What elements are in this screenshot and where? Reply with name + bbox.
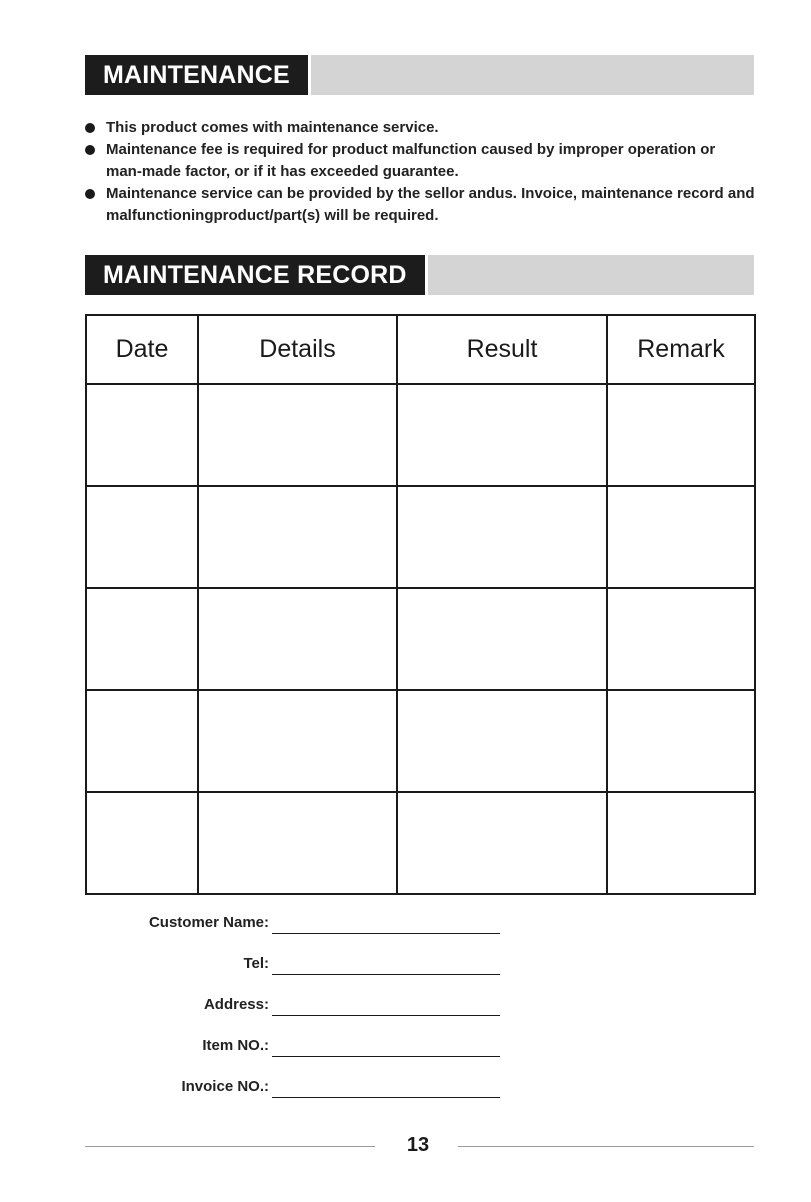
table-row xyxy=(86,588,755,690)
table-row xyxy=(86,486,755,588)
address-label: Address: xyxy=(203,996,269,1013)
invoice-no-field[interactable] xyxy=(272,1097,500,1098)
table-cell[interactable] xyxy=(607,486,755,588)
table-cell[interactable] xyxy=(198,690,397,792)
column-header-details: Details xyxy=(198,315,397,384)
table-row xyxy=(86,792,755,894)
invoice-no-label: Invoice NO.: xyxy=(181,1078,269,1095)
table-cell[interactable] xyxy=(86,588,198,690)
item-no-field[interactable] xyxy=(272,1056,500,1057)
address-field[interactable] xyxy=(272,1015,500,1016)
item-no-row xyxy=(85,1033,585,1059)
maintenance-record-title: MAINTENANCE RECORD xyxy=(85,255,428,295)
table-cell[interactable] xyxy=(607,690,755,792)
bullet-dot-icon xyxy=(85,189,95,199)
item-no-label: Item NO.: xyxy=(202,1037,269,1054)
bullet-item xyxy=(85,183,755,227)
invoice-no-row xyxy=(85,1074,585,1100)
column-header-date: Date xyxy=(86,315,198,384)
maintenance-title: MAINTENANCE xyxy=(85,55,311,95)
table-body xyxy=(86,384,755,894)
table-cell[interactable] xyxy=(397,384,607,486)
bullet-dot-icon xyxy=(85,123,95,133)
bullet-dot-icon xyxy=(85,145,95,155)
table-cell[interactable] xyxy=(86,690,198,792)
column-header-result: Result xyxy=(397,315,607,384)
table-cell[interactable] xyxy=(397,690,607,792)
table-cell[interactable] xyxy=(397,792,607,894)
customer-name-row xyxy=(85,910,585,936)
tel-label: Tel: xyxy=(243,955,269,972)
maintenance-record-section-header xyxy=(85,255,754,295)
table-row xyxy=(86,690,755,792)
table-cell[interactable] xyxy=(86,792,198,894)
bullet-text: Maintenance service can be provided by the sellor andus. Invoice, maintenance record and malfunctioningproduct/part(s) will be required. xyxy=(106,185,755,224)
maintenance-section-header xyxy=(85,55,754,95)
bullet-item xyxy=(85,117,755,139)
table-cell[interactable] xyxy=(86,486,198,588)
bullet-text: Maintenance fee is required for product malfunction caused by improper operation or man-made factor, or if it has exceeded guarantee. xyxy=(106,141,716,180)
table-cell[interactable] xyxy=(607,792,755,894)
page-number: 13 xyxy=(406,1134,430,1156)
maintenance-record-table xyxy=(85,314,756,895)
tel-field[interactable] xyxy=(272,974,500,975)
footer-divider-left xyxy=(85,1146,375,1147)
bullet-text: This product comes with maintenance service. xyxy=(106,119,439,136)
table-cell[interactable] xyxy=(397,588,607,690)
customer-name-field[interactable] xyxy=(272,933,500,934)
table-cell[interactable] xyxy=(198,486,397,588)
customer-name-label: Customer Name: xyxy=(148,914,269,931)
address-row xyxy=(85,992,585,1018)
table-cell[interactable] xyxy=(198,588,397,690)
column-header-remark: Remark xyxy=(607,315,755,384)
footer-divider-right xyxy=(458,1146,754,1147)
bullet-item xyxy=(85,139,755,183)
table-cell[interactable] xyxy=(607,588,755,690)
table-cell[interactable] xyxy=(198,792,397,894)
table-cell[interactable] xyxy=(607,384,755,486)
maintenance-bullet-list xyxy=(85,117,755,227)
table-cell[interactable] xyxy=(397,486,607,588)
table-row xyxy=(86,384,755,486)
tel-row xyxy=(85,951,585,977)
table-cell[interactable] xyxy=(198,384,397,486)
table-cell[interactable] xyxy=(86,384,198,486)
table-header-row xyxy=(86,315,755,384)
